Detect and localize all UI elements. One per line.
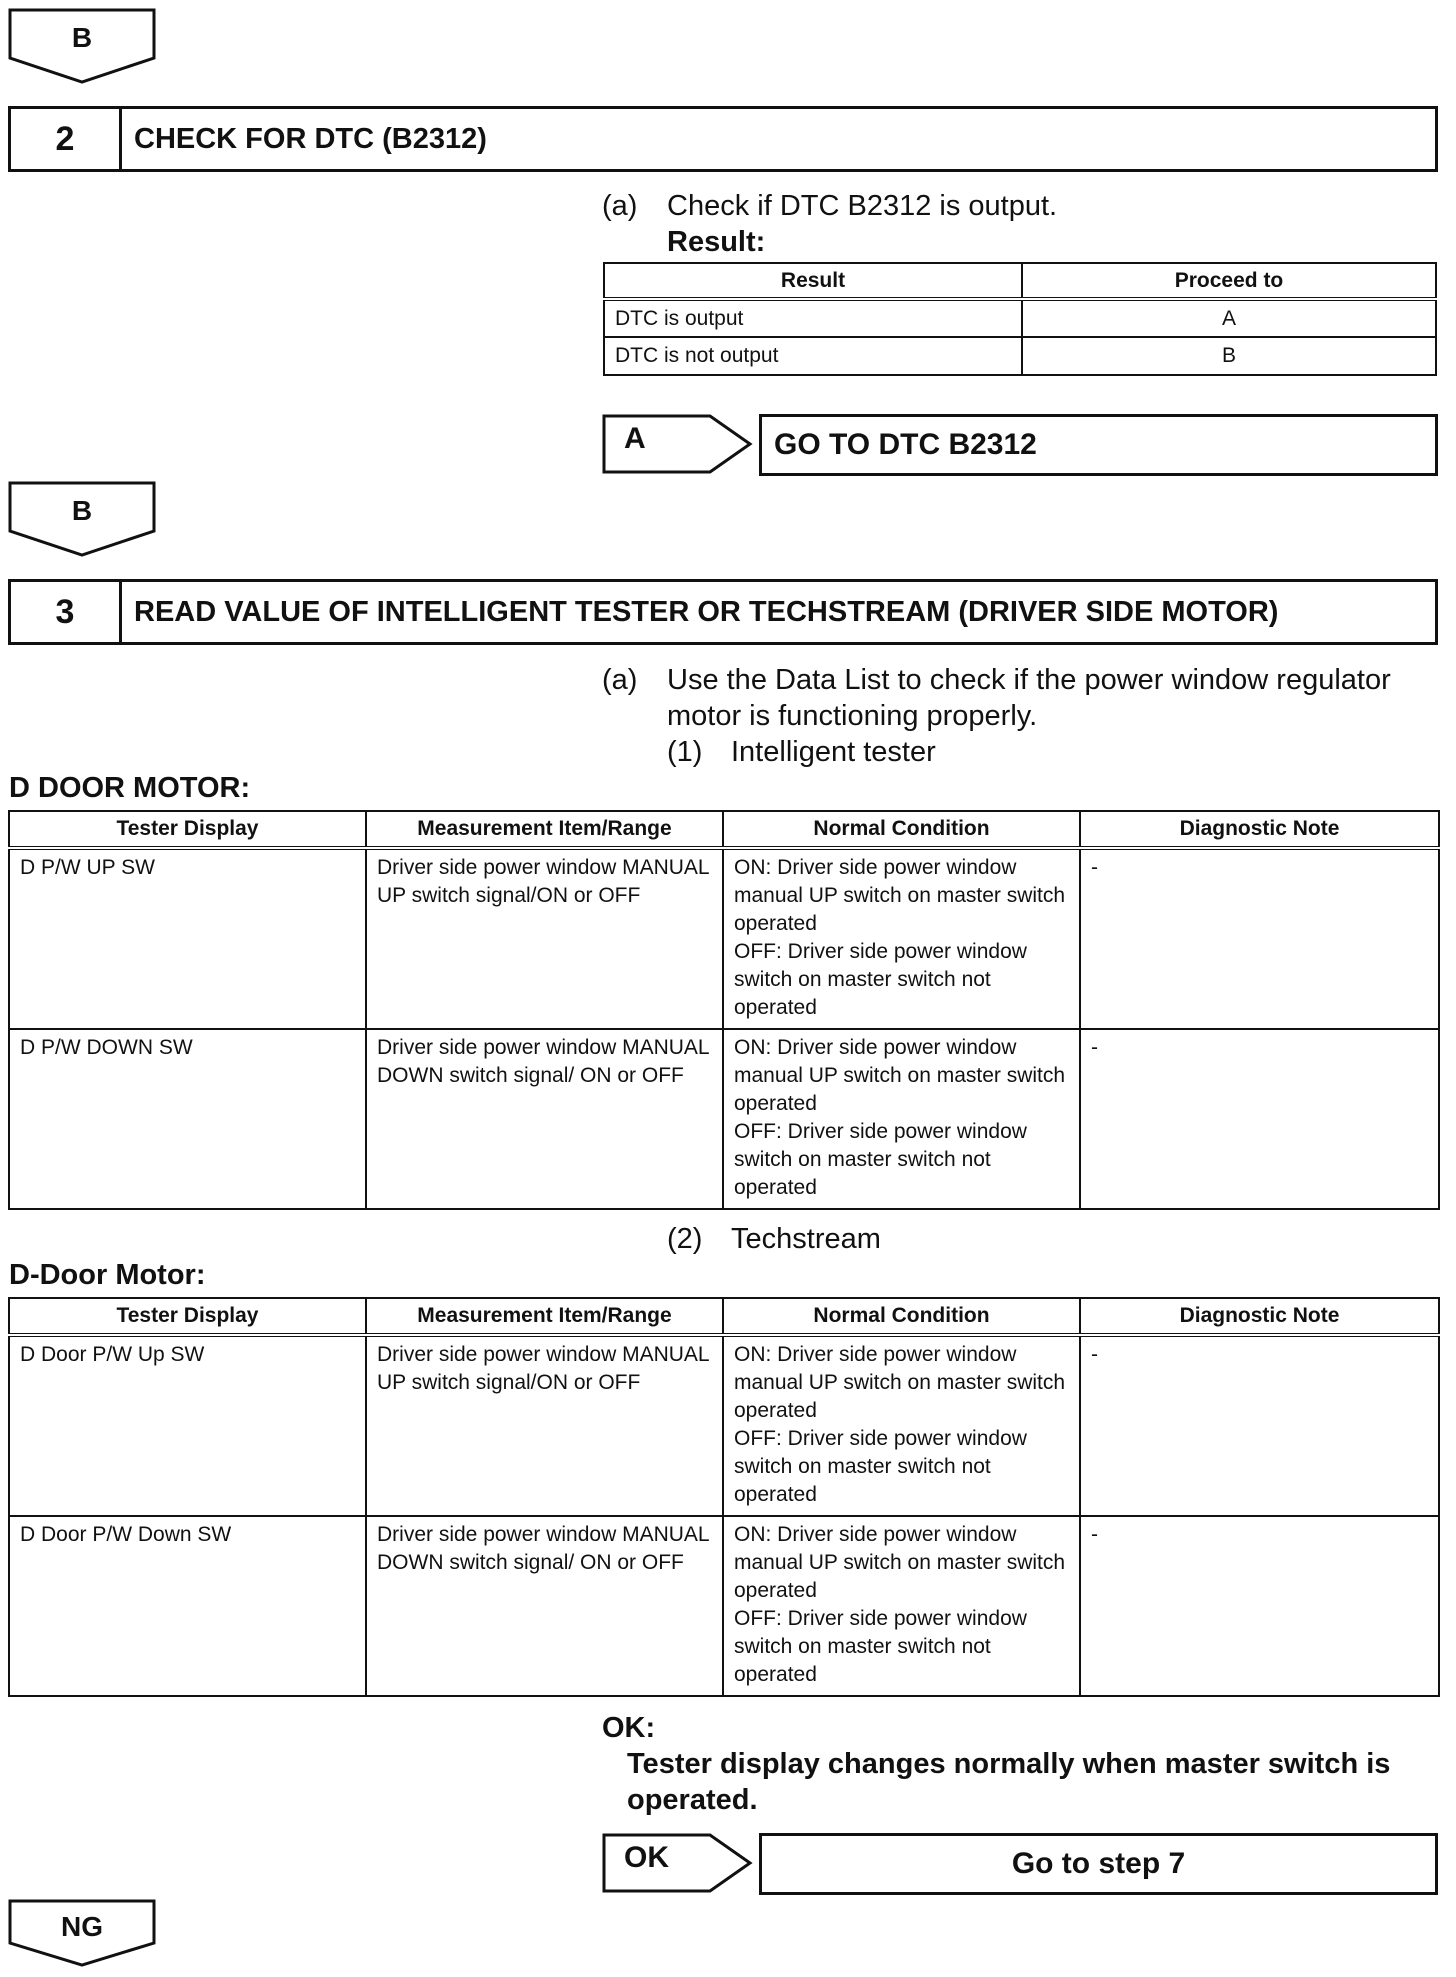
table-row [9, 1029, 1439, 1209]
table-title: D-Door Motor: [9, 1259, 206, 1291]
sub-marker: (2) [667, 1223, 703, 1255]
table-row [604, 299, 1436, 337]
table-cell: D P/W DOWN SW [9, 1029, 366, 1209]
table-cell: - [1080, 848, 1439, 1029]
table-cell: B [1022, 337, 1436, 375]
table-row [604, 337, 1436, 375]
table-header-row [9, 1298, 1439, 1335]
flow-flag-ng [8, 1899, 156, 1977]
branch-arrow-ok [602, 1833, 754, 1893]
column-header: Result [604, 263, 1022, 299]
table-cell: DTC is not output [604, 337, 1022, 375]
flag-label: B [71, 495, 93, 526]
table-cell: - [1080, 1335, 1439, 1516]
instruction-marker: (a) [602, 190, 638, 222]
result-label: Result: [667, 226, 766, 258]
column-header: Measurement Item/Range [366, 811, 723, 848]
ok-criteria: operated. [627, 1784, 758, 1816]
branch-action-box: Go to step 7 [759, 1833, 1438, 1895]
table-cell: ON: Driver side power window manual UP switch on master switch operated OFF: Driver side power window switch on master switch not operated [723, 1516, 1080, 1696]
data-list-table-intelligent-tester [8, 810, 1440, 1210]
instruction-text: Check if DTC B2312 is output. [667, 190, 1058, 222]
table-cell: ON: Driver side power window manual UP switch on master switch operated OFF: Driver side power window switch on master switch not operated [723, 1335, 1080, 1516]
table-row [9, 1516, 1439, 1696]
instruction-marker: (a) [602, 664, 638, 696]
column-header: Normal Condition [723, 1298, 1080, 1335]
column-header: Measurement Item/Range [366, 1298, 723, 1335]
ok-criteria: Tester display changes normally when master switch is [627, 1748, 1391, 1780]
table-header-row [9, 811, 1439, 848]
branch-arrow-a [602, 414, 754, 474]
sub-instruction: Intelligent tester [731, 736, 936, 768]
column-header: Normal Condition [723, 811, 1080, 848]
data-list-table-techstream [8, 1297, 1440, 1697]
table-cell: A [1022, 299, 1436, 337]
table-header-row [604, 263, 1436, 299]
flow-flag-b [8, 481, 156, 559]
table-cell: Driver side power window MANUAL UP switch signal/ON or OFF [366, 1335, 723, 1516]
flag-label: NG [61, 1911, 103, 1942]
step-2-header [8, 106, 1438, 172]
step-number: 2 [11, 109, 122, 169]
step-title: READ VALUE OF INTELLIGENT TESTER OR TECHSTREAM (DRIVER SIDE MOTOR) [134, 595, 1279, 628]
table-row [9, 848, 1439, 1029]
table-cell: Driver side power window MANUAL DOWN switch signal/ ON or OFF [366, 1029, 723, 1209]
column-header: Diagnostic Note [1080, 811, 1439, 848]
table-cell: Driver side power window MANUAL DOWN switch signal/ ON or OFF [366, 1516, 723, 1696]
ok-label: OK: [602, 1712, 656, 1744]
column-header: Tester Display [9, 1298, 366, 1335]
column-header: Tester Display [9, 811, 366, 848]
step-3-header [8, 579, 1438, 645]
table-row [9, 1335, 1439, 1516]
table-cell: D Door P/W Down SW [9, 1516, 366, 1696]
instruction-text: motor is functioning properly. [667, 700, 1038, 732]
sub-marker: (1) [667, 736, 703, 768]
column-header: Diagnostic Note [1080, 1298, 1439, 1335]
instruction-text: Use the Data List to check if the power window regulator [667, 664, 1391, 696]
table-cell: Driver side power window MANUAL UP switch signal/ON or OFF [366, 848, 723, 1029]
sub-instruction: Techstream [731, 1223, 881, 1255]
table-cell: DTC is output [604, 299, 1022, 337]
table-cell: D Door P/W Up SW [9, 1335, 366, 1516]
flow-flag-b [8, 8, 156, 86]
table-cell: ON: Driver side power window manual UP switch on master switch operated OFF: Driver side power window switch on master switch not operated [723, 1029, 1080, 1209]
table-cell: D P/W UP SW [9, 848, 366, 1029]
flag-label: B [71, 22, 93, 53]
column-header: Proceed to [1022, 263, 1436, 299]
branch-action-box: GO TO DTC B2312 [759, 414, 1438, 476]
branch-label: OK [624, 1841, 669, 1874]
branch-label: A [624, 422, 646, 455]
table-cell: - [1080, 1029, 1439, 1209]
table-cell: ON: Driver side power window manual UP switch on master switch operated OFF: Driver side power window switch on master switch not operated [723, 848, 1080, 1029]
result-table [603, 262, 1437, 376]
step-title: CHECK FOR DTC (B2312) [134, 122, 487, 155]
step-number: 3 [11, 582, 122, 642]
table-cell: - [1080, 1516, 1439, 1696]
table-title: D DOOR MOTOR: [9, 772, 251, 804]
